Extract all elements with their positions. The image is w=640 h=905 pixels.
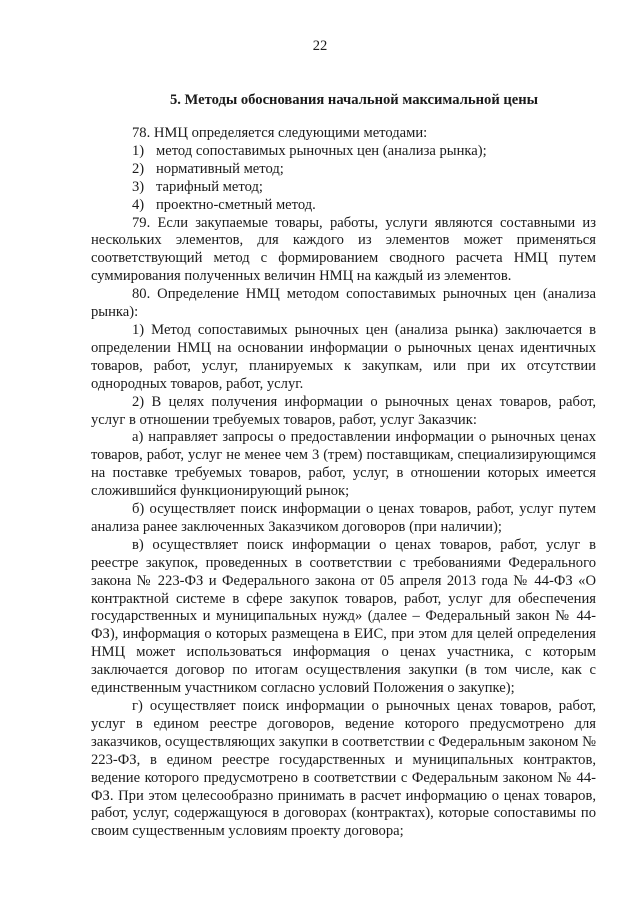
page-number: 22 [312, 38, 328, 54]
list-item: 1) метод сопоставимых рыночных цен (анализа рынка); [132, 142, 487, 159]
paragraph-79: 79. Если закупаемые товары, работы, услуги являются составными из нескольких элементов, для каждого из элементов может применяться соответствующий метод с формированием сводного расчета НМЦ путем суммирования полученных величин НМЦ на каждый из элементов. [91, 214, 596, 285]
paragraph-80-1: 1) Метод сопоставимых рыночных цен (анализа рынка) заключается в определении НМЦ на основании информации о рыночных ценах идентичных товаров, работ, услуг, планируемых к закупкам, или при их отсутствии однородных товаров, работ, услуг. [91, 321, 596, 392]
paragraph-80: 80. Определение НМЦ методом сопоставимых рыночных цен (анализа рынка): [91, 286, 596, 321]
paragraph-80-2-v: в) осуществляет поиск информации о ценах товаров, работ, услуг в реестре закупок, проведенных в соответствии с требованиями Федерального закона № 223-ФЗ и Федерального закона от 05 апреля 2013 года № 44-ФЗ «О контрактной системе в сфере закупок товаров, работ, услуг для обеспечения государственных и муниципальных нужд» (далее – Федеральный закон № 44-ФЗ), информация о которых размещена в ЕИС, при этом для целей определения НМЦ может использоваться информация о ценах участника, с которым заключается договор по итогам осуществления закупки (в том числе, как с единственным участником согласно условий Положения о закупке); [91, 536, 596, 697]
paragraph-80-2-b: б) осуществляет поиск информации о ценах товаров, работ, услуг путем анализа ранее заключенных Заказчиком договоров (при наличии); [91, 501, 596, 535]
paragraph-80-2-g: г) осуществляет поиск информации о рыночных ценах товаров, работ, услуг в едином реестре договоров, ведение которого предусмотрено для заказчиков, осуществляющих закупки в соответствии с Федеральным законом № 223-ФЗ, в едином реестре государственных и муниципальных контрактов, ведение которого предусмотрено в соответствии с Федеральным законом № 44-ФЗ. При этом целесообразно принимать в расчет информацию о ценах товаров, работ, услуг, содержащуюся в договорах (контрактах), которые сопоставимы по своим существенным условиям проекту договора; [91, 698, 596, 840]
paragraph-80-2-a: а) направляет запросы о предоставлении информации о рыночных ценах товаров, работ, услуг не менее чем 3 (трем) поставщикам, специализирующимся на поставке требуемых товаров, работ, услуг, в отношении которых имеется сложившийся функционирующий рынок; [91, 429, 596, 500]
list-item: 2) нормативный метод; [132, 160, 284, 177]
list-item: 3) тарифный метод; [132, 178, 263, 195]
methods-list [91, 143, 596, 215]
section-heading: 5. Методы обоснования начальной максимальной цены [169, 92, 539, 108]
list-item: 4) проектно-сметный метод. [132, 196, 316, 213]
paragraph-80-2: 2) В целях получения информации о рыночных ценах товаров, работ, услуг в отношении требуемых товаров, работ, услуг Заказчик: [91, 393, 596, 428]
paragraph-78: 78. НМЦ определяется следующими методами: [132, 125, 428, 141]
document-body [91, 125, 596, 841]
